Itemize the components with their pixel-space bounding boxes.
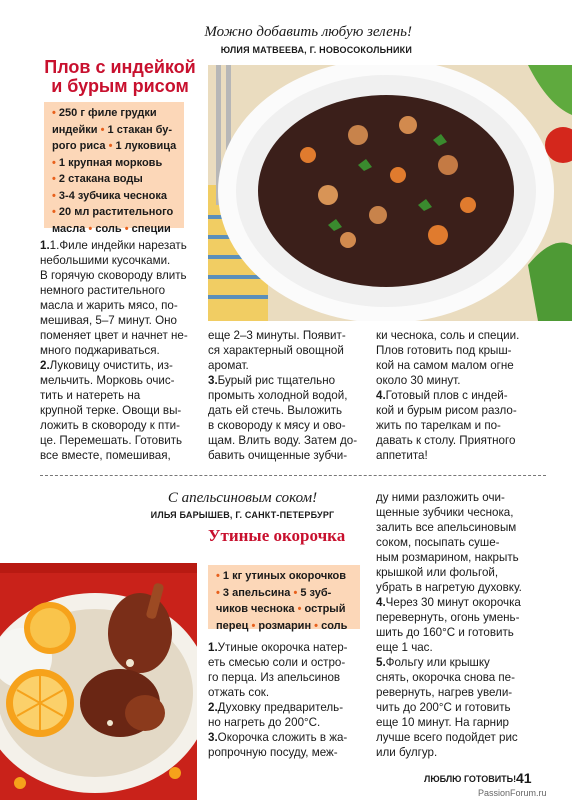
ingredient-item: рого риса (52, 140, 106, 152)
recipe2-title: Утиные окорочка (208, 526, 346, 545)
recipe2-col2 (376, 490, 546, 760)
ingredient-item: чиков чеснока (216, 603, 295, 615)
text-line: В горячую сковороду влить (40, 269, 187, 282)
text-line: все вместе, помешивая, (40, 449, 171, 462)
page-number: 41 (516, 770, 532, 786)
text-line: залить все апельсиновым (376, 521, 517, 534)
text-line: в сковороду к мясу и ово- (208, 419, 346, 432)
text-line: мельчить. Морковь очис- (40, 374, 175, 387)
text-line: аппетита! (376, 449, 428, 462)
text-line: крупной терке. Овощи вы- (40, 404, 182, 417)
ingredient-item: соль (321, 619, 348, 632)
text-line: отжать сок. (208, 686, 270, 699)
text-line: перевернуть, огонь умень- (376, 611, 520, 624)
text-line: бавить очищенные зубчи- (208, 449, 348, 462)
recipe1-col3 (376, 328, 546, 463)
plov-plate-illustration (208, 65, 572, 321)
ingredient-item: 1 кг утиных окорочков (222, 570, 347, 582)
text-line: мешивая, 5–7 минут. Оно (40, 314, 177, 327)
ingredient-item: 1 стакан бу- (107, 123, 173, 136)
ingredient-item: 5 зуб- (300, 586, 332, 599)
recipe2-tagline: С апельсиновым соком! (167, 490, 318, 506)
text-line: чить до 200°C и готовить (376, 701, 511, 714)
text-line: ным розмарином, накрыть (376, 551, 519, 564)
text-line: 2.Луковицу очистить, из- (40, 359, 173, 372)
magazine-name: ЛЮБЛЮ ГОТОВИТЬ! (424, 774, 517, 784)
ingredient-item: специи (131, 222, 171, 235)
text-line: около 30 минут. (376, 374, 461, 387)
text-line: еще 1 час. (376, 641, 433, 654)
text-line: ки чеснока, соль и специи. (376, 329, 520, 342)
ingredient-item: 3-4 зубчика чеснока (58, 189, 167, 202)
text-line: кой и бурым рисом разло- (376, 404, 517, 417)
text-line: жить по тарелкам и по- (376, 419, 501, 432)
ingredient-item: 1 луковица (115, 140, 177, 152)
text-line: 1.1.Филе индейки нарезать (40, 239, 187, 252)
text-line: давать к столу. Приятного (376, 434, 516, 447)
ingredient-item: 2 стакана воды (58, 173, 143, 185)
recipe1-col2 (208, 328, 370, 463)
recipe1-title-line2: и бурым рисом (51, 76, 189, 96)
ingredient-item: 3 апельсина (222, 586, 291, 599)
text-line: 2.Духовку предваритель- (208, 701, 344, 714)
text-line: це. Перемешать. Готовить (40, 434, 183, 447)
plov-photo (208, 65, 572, 321)
watermark: PassionForum.ru (478, 788, 547, 798)
text-line: ложить в сковороду к пти- (40, 419, 180, 432)
ingredient-item: 1 крупная морковь (58, 156, 163, 169)
recipe2-col1 (208, 640, 370, 760)
text-line: шить до 160°C и готовить (376, 626, 514, 639)
text-line: ся характерный овощной (208, 344, 344, 357)
text-line: аромат. (208, 359, 249, 372)
recipe1-col1 (40, 238, 205, 463)
ingredient-item: 20 мл растительного (58, 206, 174, 218)
recipe1-title-line1: Плов с индейкой (44, 57, 196, 77)
ingredient-item: индейки (52, 123, 98, 136)
text-line: много поджариваться. (40, 344, 160, 357)
recipe2-author: ИЛЬЯ БАРЫШЕВ, Г. САНКТ-ПЕТЕРБУРГ (150, 510, 335, 520)
recipe1-ingredients: • 250 г филе грудки индейки • 1 стакан бу- рого риса • 1 луковица • 1 крупная морковь • 2 стакана воды • 3-4 зубчика чеснока • 20 мл растительного масла • соль • специи (44, 102, 184, 228)
ingredient-item: 250 г филе грудки (58, 107, 157, 119)
text-line: 3.Бурый рис тщательно (208, 374, 336, 387)
text-line: поменяет цвет и начнет не- (40, 329, 188, 342)
text-line: но нагреть до 200°C. (208, 716, 321, 729)
section-divider (40, 475, 546, 476)
ingredient-item: острый (304, 603, 346, 615)
ingredient-item: масла (52, 222, 86, 235)
text-line: лучше всего подойдет рис (376, 731, 518, 744)
text-line: 5.Фольгу или крышку (376, 656, 490, 669)
text-line: немного растительного (40, 284, 166, 297)
text-line: ропрочную посуду, меж- (208, 746, 338, 759)
text-line: ревернуть, нагрев увели- (376, 686, 513, 699)
text-line: го перца. Из апельсинов (208, 671, 341, 684)
ingredient-item: розмарин (258, 619, 312, 632)
text-line: промыть холодной водой, (208, 389, 348, 402)
text-line: крышкой или фольгой, (376, 566, 499, 579)
duck-photo (0, 563, 197, 800)
text-line: тить и натереть на (40, 389, 141, 402)
text-line: 4.Через 30 минут окорочка (376, 596, 521, 609)
duck-plate-illustration (0, 563, 197, 800)
recipe2-ingredients: • 1 кг утиных окорочков • 3 апельсина • 5 зуб- чиков чеснока • острый перец • розмарин • соль (208, 565, 360, 629)
text-line: еще 10 минут. На гарнир (376, 716, 509, 729)
text-line: кой на самом малом огне (376, 359, 514, 372)
text-line: снять, окорочка снова пе- (376, 671, 515, 684)
text-line: щенные зубчики чеснока, (376, 506, 514, 519)
text-line: или булгур. (376, 746, 438, 759)
text-line: небольшими кусочками. (40, 254, 171, 267)
text-line: дать ей стечь. Выложить (208, 404, 343, 417)
text-line: щам. Влить воду. Затем до- (208, 434, 358, 447)
recipe1-tagline: Можно добавить любую зелень! (204, 24, 412, 40)
text-line: еще 2–3 минуты. Появит- (208, 329, 346, 342)
text-line: 1.Утиные окорочка натер- (208, 641, 348, 654)
text-line: масла и жарить мясо, по- (40, 299, 178, 312)
text-line: ду ними разложить очи- (376, 491, 505, 504)
ingredient-item: соль (95, 222, 122, 235)
text-line: убрать в нагретую духовку. (376, 581, 522, 594)
ingredient-item: перец (216, 619, 249, 632)
text-line: еть смесью соли и остро- (208, 656, 346, 669)
text-line: соком, посыпать суше- (376, 536, 500, 549)
recipe1-title (40, 58, 200, 96)
recipe1-author: ЮЛИЯ МАТВЕЕВА, Г. НОВОСОКОЛЬНИКИ (220, 45, 412, 55)
text-line: 3.Окорочка сложить в жа- (208, 731, 348, 744)
text-line: 4.Готовый плов с индей- (376, 389, 508, 402)
text-line: Плов готовить под крыш- (376, 344, 512, 357)
